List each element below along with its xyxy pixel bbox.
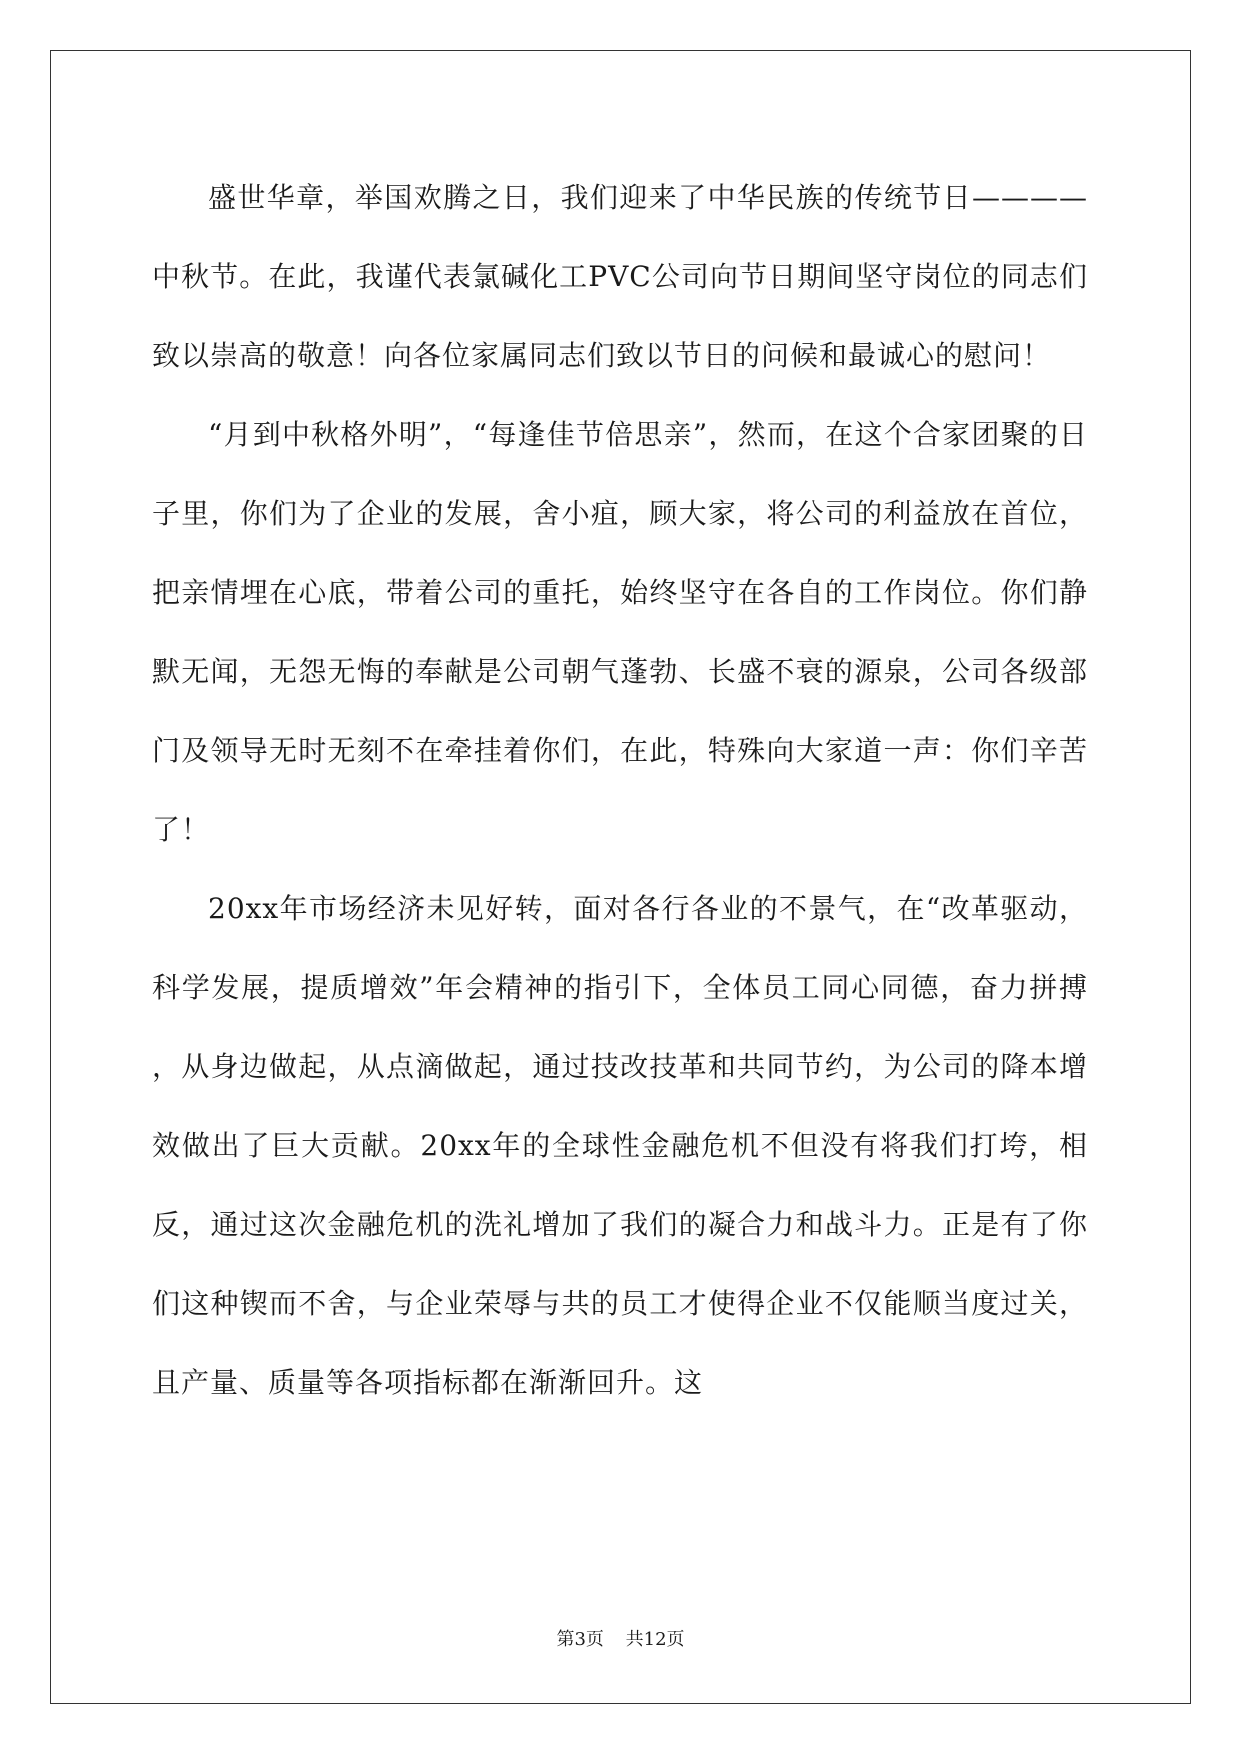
body-paragraph-1: 盛世华章，举国欢腾之日，我们迎来了中华民族的传统节日————中秋节。在此，我谨代表氯碱化工PVC公司向节日期间坚守岗位的同志们致以崇高的敬意！向各位家属同志们致以节日的问候和最诚心的慰问！ <box>152 181 1088 372</box>
document-body <box>152 158 1088 1422</box>
page-number: 第3页 <box>556 1629 604 1650</box>
page-total: 共12页 <box>625 1629 685 1650</box>
body-paragraph-3: 20xx年市场经济未见好转，面对各行各业的不景气，在“改革驱动，科学发展，提质增效”年会精神的指引下，全体员工同心同德，奋力拼搏，从身边做起，从点滴做起，通过技改技革和共同节约，为公司的降本增效做出了巨大贡献。20xx年的全球性金融危机不但没有将我们打垮，相反，通过这次金融危机的洗礼增加了我们的凝合力和战斗力。正是有了你们这种锲而不舍，与企业荣辱与共的员工才使得企业不仅能顺当度过关，且产量、质量等各项指标都在渐渐回升。这 <box>152 892 1088 1399</box>
page-footer <box>0 1625 1241 1651</box>
body-paragraph-2: “月到中秋格外明”，“每逢佳节倍思亲”，然而，在这个合家团聚的日子里，你们为了企业的发展，舍小疽，顾大家，将公司的利益放在首位，把亲情埋在心底，带着公司的重托，始终坚守在各自的工作岗位。你们静默无闻，无怨无悔的奉献是公司朝气蓬勃、长盛不衰的源泉，公司各级部门及领导无时无刻不在牵挂着你们，在此，特殊向大家道一声：你们辛苦了！ <box>152 418 1088 846</box>
